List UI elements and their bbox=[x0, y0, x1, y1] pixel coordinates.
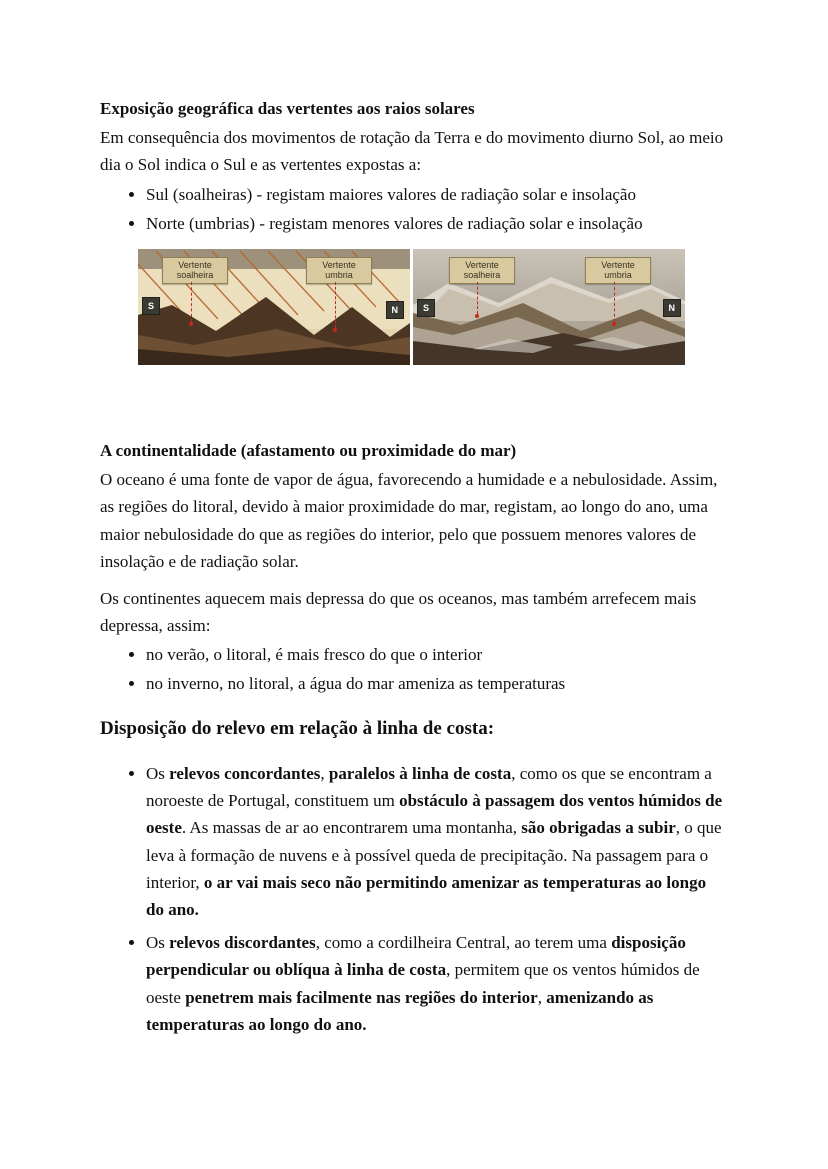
figure-label-umbria: Vertente umbria bbox=[306, 257, 372, 284]
vertentes-figure bbox=[138, 249, 728, 365]
exposure-list bbox=[100, 181, 728, 237]
continentality-heading: A continentalidade (afastamento ou proximidade do mar) bbox=[100, 440, 517, 460]
relief-heading: Disposição do relevo em relação à linha de costa: bbox=[100, 717, 495, 739]
pointer-dot bbox=[475, 314, 479, 318]
list-item: • no verão, o litoral, é mais fresco do que o interior bbox=[146, 641, 728, 668]
pointer-line bbox=[477, 282, 478, 314]
list-item: • Norte (umbrias) - registam menores valores de radiação solar e insolação bbox=[146, 210, 728, 237]
north-marker: N bbox=[386, 301, 405, 319]
pointer-dot bbox=[189, 322, 193, 326]
south-marker: S bbox=[142, 297, 160, 315]
south-marker: S bbox=[417, 299, 435, 317]
relief-list bbox=[100, 760, 728, 1038]
list-item: • Sul (soalheiras) - registam maiores valores de radiação solar e insolação bbox=[146, 181, 728, 208]
section-continentality bbox=[100, 437, 728, 698]
continentality-para1: O oceano é uma fonte de vapor de água, favorecendo a humidade e a nebulosidade. Assim, as regiões do litoral, devido à maior proximidade do mar, registam, ao longo do ano, uma maior nebulosidade do que as regiões do interior, pelo que possuem menores valores de insolação e de radiação solar. bbox=[100, 470, 718, 571]
list-item: • no inverno, no litoral, a água do mar ameniza as temperaturas bbox=[146, 670, 728, 697]
figure-panel-illustration bbox=[138, 249, 410, 365]
pointer-line bbox=[614, 282, 615, 322]
exposure-heading: Exposição geográfica das vertentes aos raios solares bbox=[100, 99, 475, 118]
list-item: • Os relevos discordantes, como a cordilheira Central, ao terem uma disposição perpendicular ou oblíqua à linha de costa, permitem que os ventos húmidos de oeste penetrem mais facilmente nas regiões do interior, amenizando as temperaturas ao longo do ano. bbox=[146, 929, 728, 1038]
section-relief bbox=[100, 714, 728, 1038]
north-marker: N bbox=[663, 299, 682, 317]
pointer-line bbox=[191, 282, 192, 322]
pointer-line bbox=[335, 282, 336, 328]
figure-label-soalheira: Vertente soalheira bbox=[162, 257, 228, 284]
list-item: • Os relevos concordantes, paralelos à linha de costa, como os que se encontram a noroeste de Portugal, constituem um obstáculo à passagem dos ventos húmidos de oeste. As massas de ar ao encontrarem uma montanha, são obrigadas a subir, o que leva à formação de nuvens e à possível queda de precipitação. Na passagem para o interior, o ar vai mais seco não permitindo amenizar as temperaturas ao longo do ano. bbox=[146, 760, 728, 923]
pointer-dot bbox=[333, 328, 337, 332]
exposure-intro: Em consequência dos movimentos de rotação da Terra e do movimento diurno Sol, ao meio dia o Sol indica o Sul e as vertentes expostas a: bbox=[100, 128, 724, 175]
continentality-para2: Os continentes aquecem mais depressa do que os oceanos, mas também arrefecem mais depressa, assim: bbox=[100, 588, 697, 636]
continentality-list bbox=[100, 641, 728, 697]
pointer-dot bbox=[612, 322, 616, 326]
figure-panel-photo bbox=[413, 249, 685, 365]
section-exposure bbox=[100, 95, 728, 365]
figure-label-soalheira: Vertente soalheira bbox=[449, 257, 515, 284]
figure-label-umbria: Vertente umbria bbox=[585, 257, 651, 284]
